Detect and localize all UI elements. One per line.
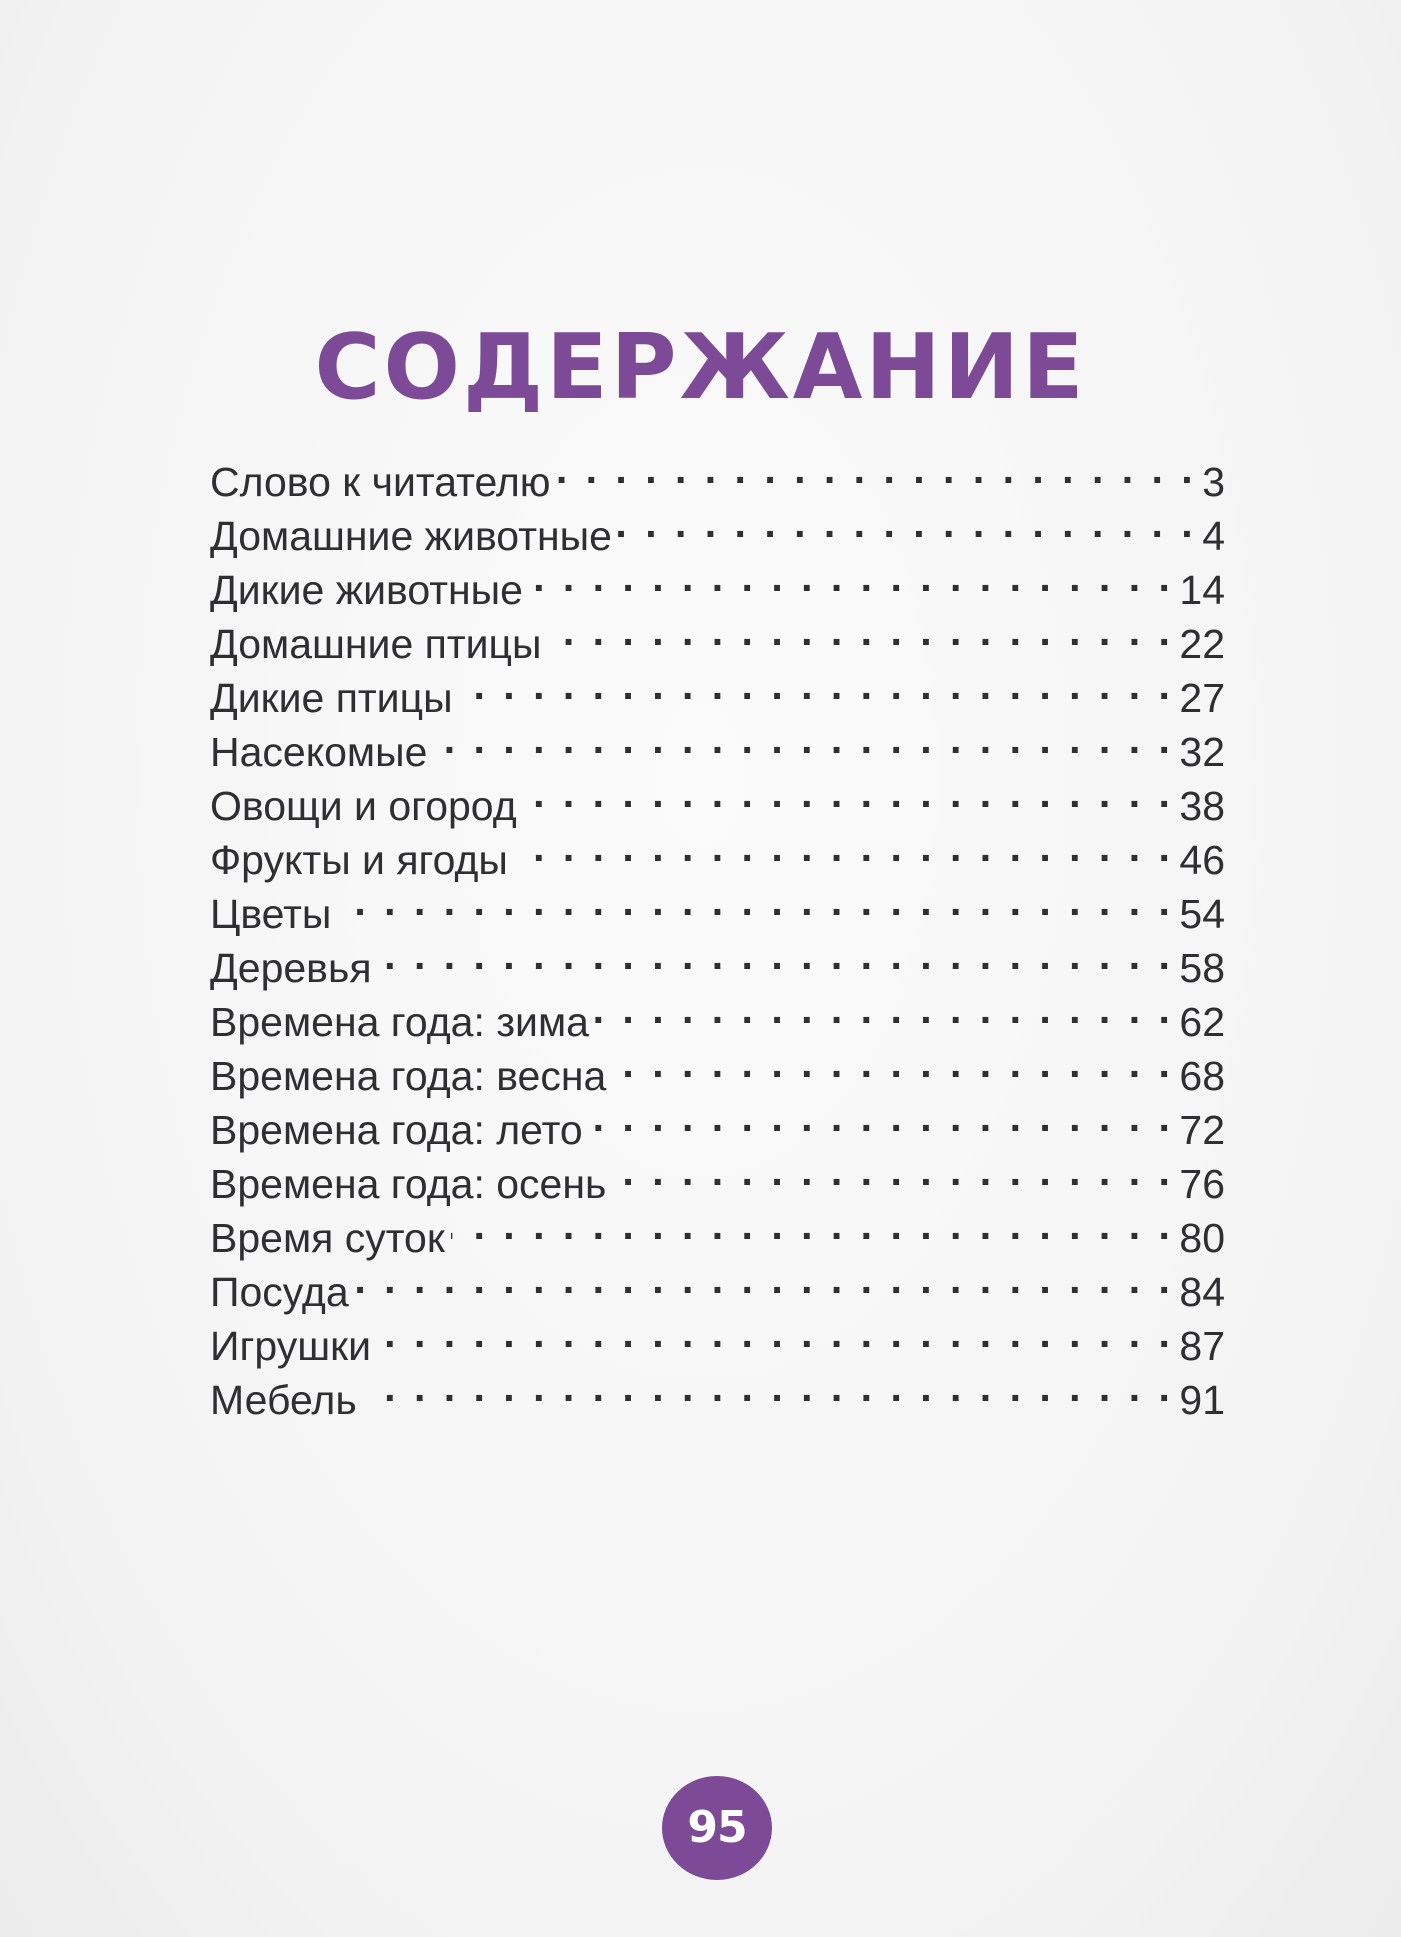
toc-dot-leader bbox=[433, 712, 1173, 766]
toc-entry bbox=[210, 1360, 1225, 1423]
toc-dot-leader bbox=[514, 820, 1174, 874]
toc-entry-page: 87 bbox=[1179, 1323, 1225, 1369]
toc-entry-title: Домашние животные bbox=[210, 513, 612, 559]
toc-entry-page: 32 bbox=[1179, 729, 1225, 775]
toc-entry-page: 27 bbox=[1179, 675, 1225, 721]
toc-entry-page: 84 bbox=[1179, 1269, 1225, 1315]
toc-entry-page: 76 bbox=[1179, 1161, 1225, 1207]
toc-dot-leader bbox=[612, 1144, 1173, 1198]
toc-dot-leader bbox=[589, 1090, 1174, 1144]
toc-entry-page: 46 bbox=[1179, 837, 1225, 883]
toc-dot-leader bbox=[595, 982, 1173, 1036]
toc-entry bbox=[210, 928, 1225, 991]
page-number-badge: 95 bbox=[662, 1776, 772, 1880]
toc-entry-title: Слово к читателю bbox=[210, 459, 551, 505]
toc-entry-page: 68 bbox=[1179, 1053, 1225, 1099]
toc-entry-page: 58 bbox=[1179, 945, 1225, 991]
toc-entry-title: Мебель bbox=[210, 1377, 357, 1423]
toc-dot-leader bbox=[337, 874, 1173, 928]
toc-entry-page: 80 bbox=[1179, 1215, 1225, 1261]
toc-entry-title: Деревья bbox=[210, 945, 372, 991]
toc-dot-leader bbox=[523, 766, 1174, 820]
toc-dot-leader bbox=[547, 604, 1173, 658]
toc-entry-title: Посуда bbox=[210, 1269, 349, 1315]
toc-entry-title: Фрукты и ягоды bbox=[210, 837, 508, 883]
toc-entry-page: 91 bbox=[1179, 1377, 1225, 1423]
toc-entry-page: 4 bbox=[1202, 513, 1225, 559]
toc-entry-title: Времена года: весна bbox=[210, 1053, 607, 1099]
toc-entry-title: Дикие животные bbox=[210, 567, 523, 613]
toc-dot-leader bbox=[612, 1036, 1173, 1090]
toc-entry-title: Время суток bbox=[210, 1215, 445, 1261]
toc-entry-title: Цветы bbox=[210, 891, 332, 937]
toc-dot-leader bbox=[377, 1306, 1173, 1360]
toc-dot-leader bbox=[355, 1252, 1174, 1306]
toc-entry bbox=[210, 442, 1225, 505]
toc-dot-leader bbox=[363, 1360, 1174, 1414]
toc-entry-page: 54 bbox=[1179, 891, 1225, 937]
toc-entry bbox=[210, 1306, 1225, 1369]
toc-dot-leader bbox=[451, 1198, 1174, 1252]
table-of-contents bbox=[210, 442, 1225, 1423]
toc-entry-title: Времена года: лето bbox=[210, 1107, 583, 1153]
toc-dot-leader bbox=[378, 928, 1174, 982]
toc-entry-title: Овощи и огород bbox=[210, 783, 517, 829]
toc-dot-leader bbox=[557, 442, 1197, 496]
toc-entry-title: Домашние птицы bbox=[210, 621, 542, 667]
page-title: СОДЕРЖАНИЕ bbox=[314, 315, 1087, 420]
toc-entry-title: Времена года: осень bbox=[210, 1161, 607, 1207]
toc-entry-page: 62 bbox=[1179, 999, 1225, 1045]
toc-entry-page: 22 bbox=[1179, 621, 1225, 667]
toc-entry-title: Насекомые bbox=[210, 729, 428, 775]
toc-entry-title: Игрушки bbox=[210, 1323, 371, 1369]
toc-dot-leader bbox=[529, 550, 1173, 604]
toc-dot-leader bbox=[459, 658, 1174, 712]
toc-entry-page: 14 bbox=[1179, 567, 1225, 613]
toc-entry-page: 72 bbox=[1179, 1107, 1225, 1153]
toc-entry-title: Времена года: зима bbox=[210, 999, 589, 1045]
toc-entry-page: 38 bbox=[1179, 783, 1225, 829]
toc-entry-title: Дикие птицы bbox=[210, 675, 453, 721]
toc-entry-page: 3 bbox=[1202, 459, 1225, 505]
toc-entry bbox=[210, 1252, 1225, 1315]
toc-entry bbox=[210, 874, 1225, 937]
toc-dot-leader bbox=[618, 496, 1196, 550]
